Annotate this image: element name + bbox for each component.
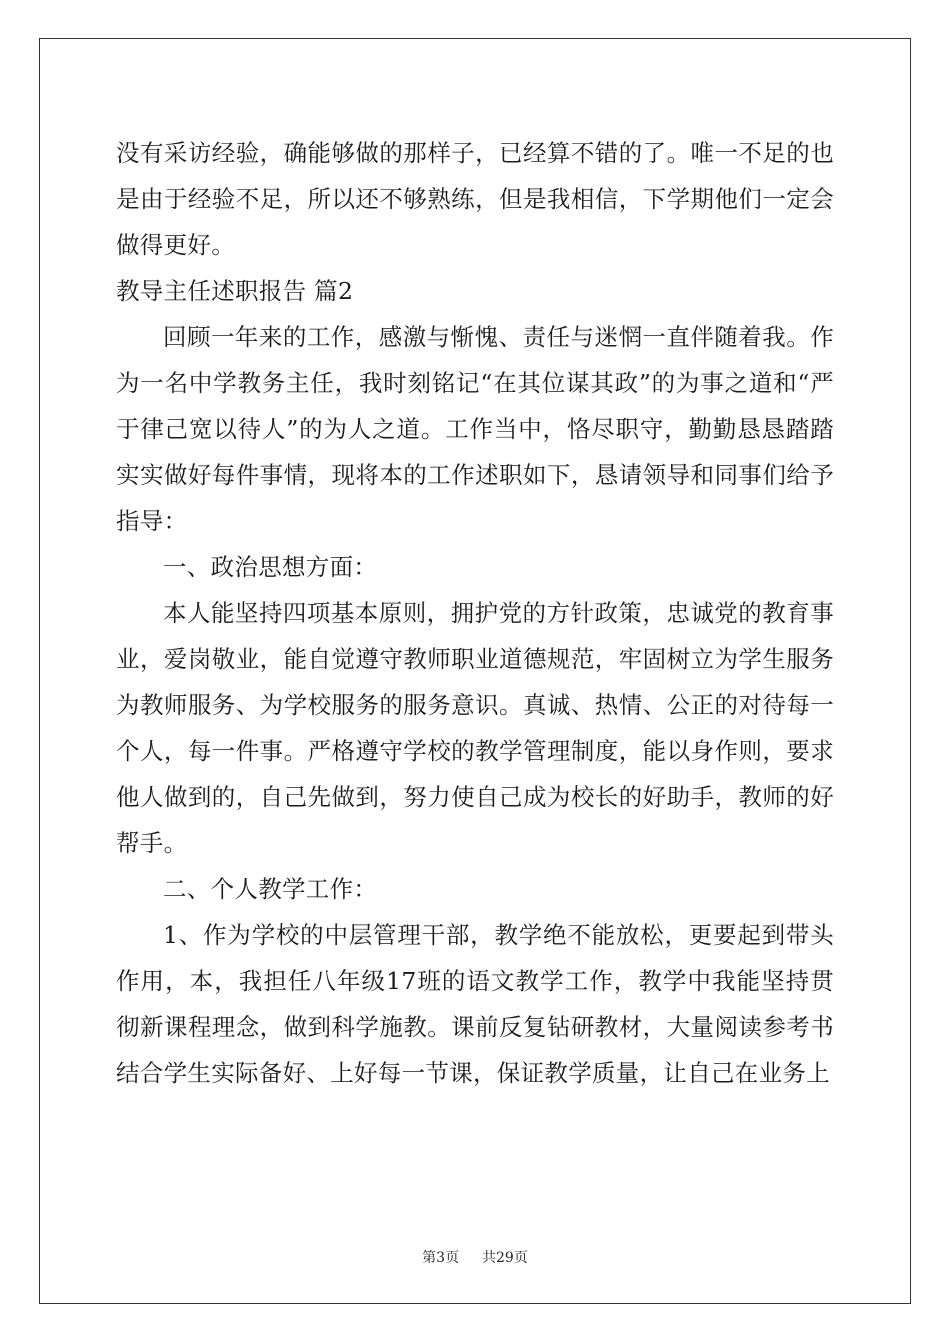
subheading-politics: 一、政治思想方面： — [163, 553, 378, 581]
paragraph-politics: 本人能坚持四项基本原则，拥护党的方针政策，忠诚党的教育事业，爱岗敬业，能自觉遵守教师职业道德规范，牢固树立为学生服务为教师服务、为学校服务的服务意识。真诚、热情、公正的对待每一个人，每一件事。严格遵守学校的教学管理制度，能以身作则，要求他人做到的，自己先做到，努力使自己成为校长的好助手，教师的好帮手。 — [116, 599, 834, 857]
paragraph-intro: 回顾一年来的工作，感激与惭愧、责任与迷惘一直伴随着我。作为一名中学教务主任，我时刻铭记“在其位谋其政”的为事之道和“严于律己宽以待人”的为人之道。工作当中，恪尽职守，勤勤恳恳踏踏实实做好每件事情，现将本的工作述职如下，恳请领导和同事们给予指导： — [116, 323, 834, 535]
section-title: 教导主任述职报告 篇2 — [116, 277, 354, 305]
page-footer — [0, 1247, 950, 1267]
paragraph-teaching: 1、作为学校的中层管理干部，教学绝不能放松，更要起到带头作用，本，我担任八年级17班的语文教学工作，教学中我能坚持贯彻新课程理念，做到科学施教。课前反复钻研教材，大量阅读参考书结合学生实际备好、上好每一节课，保证教学质量，让自己在业务上 — [116, 921, 834, 1087]
document-body — [116, 130, 834, 1096]
subheading-teaching: 二、个人教学工作： — [163, 875, 378, 903]
page-number: 第3页 — [422, 1250, 460, 1266]
paragraph-1: 没有采访经验，确能够做的那样子，已经算不错的了。唯一不足的也是由于经验不足，所以还不够熟练，但是我相信，下学期他们一定会做得更好。 — [116, 139, 834, 259]
total-pages: 共29页 — [482, 1250, 528, 1266]
